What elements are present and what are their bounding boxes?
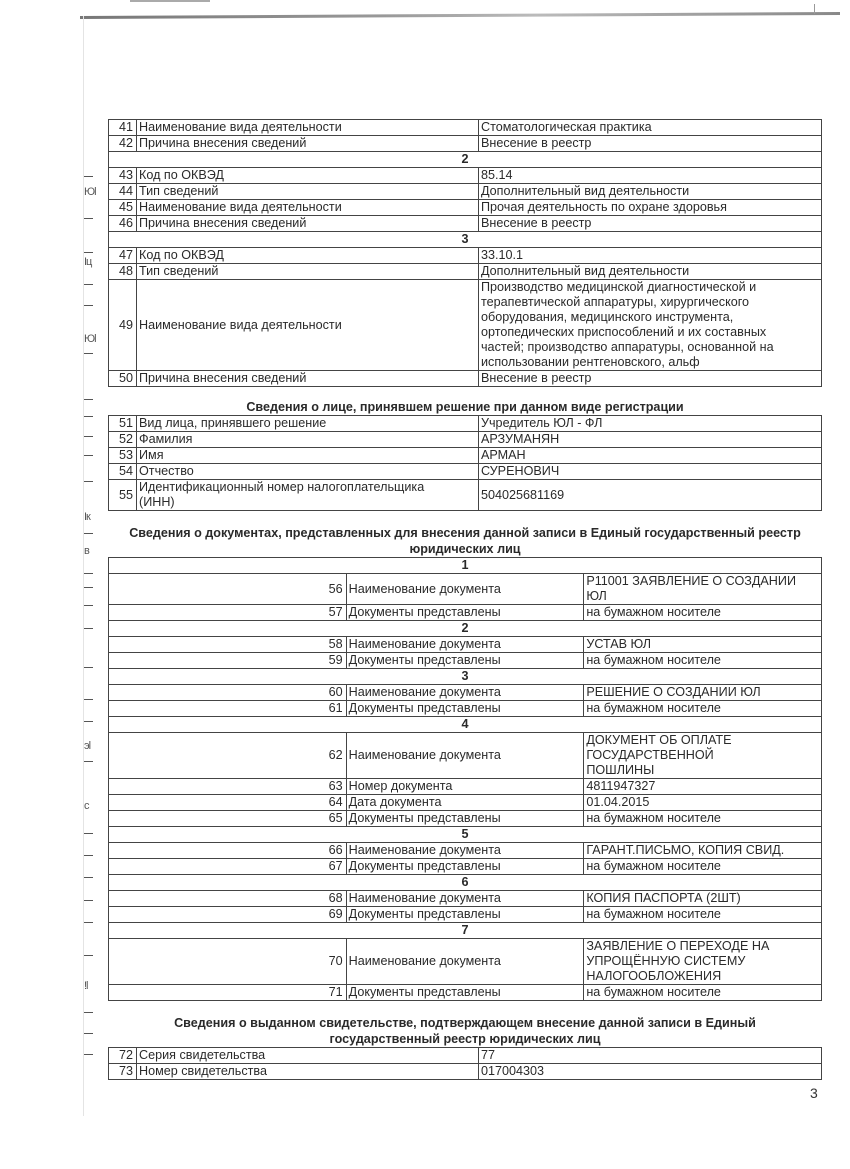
row-number: 62 (109, 733, 347, 779)
row-value: Внесение в реестр (479, 136, 822, 152)
row-number: 64 (109, 795, 347, 811)
table-row (109, 685, 822, 701)
table-row (109, 795, 822, 811)
page-number: 3 (810, 1085, 818, 1101)
row-label: Наименование документа (346, 637, 584, 653)
table-row (109, 168, 822, 184)
section-title-decision-person: Сведения о лице, принявшем решение при данном виде регистрации (246, 400, 684, 414)
scan-tick-artifact (814, 4, 815, 14)
group-number: 5 (109, 827, 822, 843)
row-label: Фамилия (137, 432, 479, 448)
row-label: Причина внесения сведений (137, 371, 479, 387)
row-label: Наименование документа (346, 685, 584, 701)
row-number: 63 (109, 779, 347, 795)
row-label: Наименование документа (346, 733, 584, 779)
table-row (109, 637, 822, 653)
section-title-certificate: Сведения о выданном свидетельстве, подтверждающем внесение данной записи в Единый государственный реестр юридических лиц (174, 1016, 756, 1046)
group-header-row (109, 923, 822, 939)
row-number: 47 (109, 248, 137, 264)
row-value: Р11001 ЗАЯВЛЕНИЕ О СОЗДАНИИ ЮЛ (584, 574, 822, 605)
row-label: Документы представлены (346, 701, 584, 717)
group-header-row (109, 827, 822, 843)
row-label: Тип сведений (137, 264, 479, 280)
row-value: 4811947327 (584, 779, 822, 795)
row-value: Производство медицинской диагностической и терапевтической аппаратуры, хирургического оборудования, медицинского инструмента, ортопедических приспособлений и их составных частей; производство аппаратуры, основанной на использовании рентгеновского, альф (479, 280, 822, 371)
row-number: 45 (109, 200, 137, 216)
group-number: 3 (109, 232, 822, 248)
row-value: Стоматологическая практика (479, 120, 822, 136)
table-row (109, 779, 822, 795)
table-row (109, 416, 822, 432)
row-label: Идентификационный номер налогоплательщика (ИНН) (137, 480, 479, 511)
row-number: 55 (109, 480, 137, 511)
activities-table (108, 119, 822, 387)
row-value: АРМАН (479, 448, 822, 464)
row-label: Тип сведений (137, 184, 479, 200)
row-label: Дата документа (346, 795, 584, 811)
table-row (109, 464, 822, 480)
row-value: на бумажном носителе (584, 605, 822, 621)
row-label: Номер свидетельства (137, 1064, 479, 1080)
table-row (109, 248, 822, 264)
group-header-row (109, 875, 822, 891)
row-number: 59 (109, 653, 347, 669)
row-number: 43 (109, 168, 137, 184)
row-label: Наименование вида деятельности (137, 280, 479, 371)
row-label: Документы представлены (346, 907, 584, 923)
page-top-edge (80, 12, 840, 19)
table-row (109, 264, 822, 280)
table-row (109, 200, 822, 216)
group-header-row (109, 669, 822, 685)
row-number: 65 (109, 811, 347, 827)
row-number: 57 (109, 605, 347, 621)
group-header-row (109, 152, 822, 168)
row-number: 72 (109, 1048, 137, 1064)
table-row (109, 701, 822, 717)
table-row (109, 280, 822, 371)
row-value: Дополнительный вид деятельности (479, 264, 822, 280)
row-value: на бумажном носителе (584, 859, 822, 875)
documents-table (108, 557, 822, 1001)
row-number: 73 (109, 1064, 137, 1080)
row-label: Документы представлены (346, 605, 584, 621)
row-label: Причина внесения сведений (137, 216, 479, 232)
row-number: 56 (109, 574, 347, 605)
group-header-row (109, 717, 822, 733)
row-label: Наименование документа (346, 574, 584, 605)
row-value: Внесение в реестр (479, 371, 822, 387)
table-row (109, 733, 822, 779)
group-number: 3 (109, 669, 822, 685)
row-number: 42 (109, 136, 137, 152)
row-number: 54 (109, 464, 137, 480)
row-label: Код по ОКВЭД (137, 168, 479, 184)
row-label: Наименование документа (346, 939, 584, 985)
row-value: Дополнительный вид деятельности (479, 184, 822, 200)
row-number: 49 (109, 280, 137, 371)
row-label: Наименование документа (346, 891, 584, 907)
row-label: Вид лица, принявшего решение (137, 416, 479, 432)
row-label: Код по ОКВЭД (137, 248, 479, 264)
row-number: 68 (109, 891, 347, 907)
row-number: 48 (109, 264, 137, 280)
row-value: на бумажном носителе (584, 701, 822, 717)
group-header-row (109, 621, 822, 637)
group-number: 1 (109, 558, 822, 574)
row-value: КОПИЯ ПАСПОРТА (2ШТ) (584, 891, 822, 907)
row-label: Причина внесения сведений (137, 136, 479, 152)
row-label: Отчество (137, 464, 479, 480)
row-label: Документы представлены (346, 859, 584, 875)
table-row (109, 985, 822, 1001)
row-value: 77 (479, 1048, 822, 1064)
table-row (109, 184, 822, 200)
group-number: 2 (109, 621, 822, 637)
row-label: Имя (137, 448, 479, 464)
decision-person-table (108, 415, 822, 511)
row-label: Наименование вида деятельности (137, 200, 479, 216)
table-row (109, 907, 822, 923)
row-value: 504025681169 (479, 480, 822, 511)
row-label: Наименование документа (346, 843, 584, 859)
row-value: АРЗУМАНЯН (479, 432, 822, 448)
row-value: 017004303 (479, 1064, 822, 1080)
row-value: на бумажном носителе (584, 985, 822, 1001)
table-row (109, 811, 822, 827)
table-row (109, 120, 822, 136)
table-row (109, 1064, 822, 1080)
row-label: Документы представлены (346, 985, 584, 1001)
table-row (109, 939, 822, 985)
row-value: 33.10.1 (479, 248, 822, 264)
table-row (109, 432, 822, 448)
row-label: Документы представлены (346, 653, 584, 669)
row-number: 46 (109, 216, 137, 232)
table-row (109, 480, 822, 511)
table-row (109, 843, 822, 859)
group-number: 2 (109, 152, 822, 168)
scan-edge-artifact (130, 0, 210, 2)
row-value: Прочая деятельность по охране здоровья (479, 200, 822, 216)
table-row (109, 448, 822, 464)
group-number: 7 (109, 923, 822, 939)
row-number: 51 (109, 416, 137, 432)
row-number: 44 (109, 184, 137, 200)
group-header-row (109, 558, 822, 574)
row-value: ГАРАНТ.ПИСЬМО, КОПИЯ СВИД. (584, 843, 822, 859)
row-label: Документы представлены (346, 811, 584, 827)
row-number: 50 (109, 371, 137, 387)
row-value: 85.14 (479, 168, 822, 184)
row-value: ЗАЯВЛЕНИЕ О ПЕРЕХОДЕ НА УПРОЩЁННУЮ СИСТЕМУ НАЛОГООБЛОЖЕНИЯ (584, 939, 822, 985)
row-number: 69 (109, 907, 347, 923)
row-value: Учредитель ЮЛ - ФЛ (479, 416, 822, 432)
row-label: Номер документа (346, 779, 584, 795)
row-value: РЕШЕНИЕ О СОЗДАНИИ ЮЛ (584, 685, 822, 701)
row-value: на бумажном носителе (584, 811, 822, 827)
table-row (109, 1048, 822, 1064)
row-label: Наименование вида деятельности (137, 120, 479, 136)
table-row (109, 136, 822, 152)
table-row (109, 371, 822, 387)
row-value: УСТАВ ЮЛ (584, 637, 822, 653)
row-value: ДОКУМЕНТ ОБ ОПЛАТЕ ГОСУДАРСТВЕННОЙ ПОШЛИНЫ (584, 733, 822, 779)
row-value: СУРЕНОВИЧ (479, 464, 822, 480)
certificate-table (108, 1047, 822, 1080)
row-number: 61 (109, 701, 347, 717)
table-row (109, 605, 822, 621)
table-row (109, 859, 822, 875)
row-number: 70 (109, 939, 347, 985)
row-value: 01.04.2015 (584, 795, 822, 811)
row-number: 58 (109, 637, 347, 653)
group-number: 4 (109, 717, 822, 733)
row-number: 71 (109, 985, 347, 1001)
row-label: Серия свидетельства (137, 1048, 479, 1064)
row-number: 66 (109, 843, 347, 859)
group-number: 6 (109, 875, 822, 891)
group-header-row (109, 232, 822, 248)
row-number: 60 (109, 685, 347, 701)
registry-extract-page (108, 119, 822, 1080)
row-value: на бумажном носителе (584, 907, 822, 923)
row-number: 53 (109, 448, 137, 464)
table-row (109, 574, 822, 605)
row-value: Внесение в реестр (479, 216, 822, 232)
row-number: 67 (109, 859, 347, 875)
table-row (109, 216, 822, 232)
previous-page-margin: Юl Iц Юl Iк в эl c !l (84, 0, 104, 1169)
table-row (109, 653, 822, 669)
row-number: 41 (109, 120, 137, 136)
row-value: на бумажном носителе (584, 653, 822, 669)
row-number: 52 (109, 432, 137, 448)
section-title-documents: Сведения о документах, представленных для внесения данной записи в Единый государственный реестр юридических лиц (129, 526, 801, 556)
table-row (109, 891, 822, 907)
